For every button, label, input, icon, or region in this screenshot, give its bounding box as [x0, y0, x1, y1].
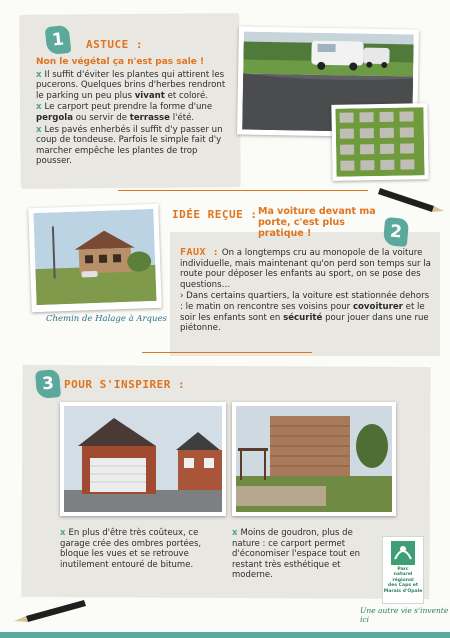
- section-1-text: [36, 57, 234, 168]
- tip-2-text-e: l'été.: [170, 112, 195, 123]
- right-caption-text: [232, 528, 382, 581]
- park-logo-text: [383, 567, 423, 594]
- garage-description: En plus d'être très coûteux, ce garage crée des ombres portées, bloque les vues et se retrouve inutilement entouré de bitume.: [60, 528, 202, 570]
- section-3-title: POUR S'INSPIRER :: [64, 378, 186, 391]
- left-caption-text: [60, 528, 226, 570]
- tip-1-bold: vivant: [134, 90, 165, 101]
- tip-3-text: Les pavés enherbés il suffit d'y passer un coup de tondeuse. Parfois le simple fait d'y marcher empêche les plantes de trop pousser.: [36, 124, 223, 167]
- photo-garage: [60, 402, 226, 516]
- logo-line-5: Marais d'Opale: [383, 588, 423, 594]
- grass-pavers-image: [335, 107, 424, 177]
- pencil-bottom-icon: [6, 596, 86, 624]
- logo-line-1: Parc: [397, 567, 409, 572]
- tip-2-text-a: Le carport peut prendre la forme d'une: [44, 102, 213, 113]
- footer-bar: [0, 632, 450, 638]
- section-2-number: 2: [383, 217, 409, 247]
- carport-description: Moins de goudron, plus de nature : ce carport permet d'économiser l'espace tout en restant très esthétique et moderne.: [232, 528, 361, 581]
- section-1-subtitle: Non le végétal ça n'est pas sale !: [36, 57, 205, 67]
- tip-1-text-c: et coloré.: [164, 90, 209, 101]
- section-2-p2-e: pour jouer dans une rue piétonne.: [180, 312, 429, 334]
- tip-2-text-c: ou servir de: [73, 112, 130, 123]
- photo-grass-pavers: [331, 103, 428, 181]
- chemin-de-halage-image: [33, 209, 156, 305]
- bullet-x-icon: x: [36, 124, 42, 135]
- section-2-bold-covoiturer: covoiturer: [352, 301, 403, 312]
- tip-2-bold-terrasse: terrasse: [129, 112, 170, 123]
- section-2-question: Ma voiture devant ma porte, c'est plus pratique !: [258, 206, 376, 239]
- section-2-p2-c: et le soir les enfants sont en: [180, 301, 425, 323]
- section-2-text: [180, 248, 434, 335]
- bullet-x-icon: x: [60, 528, 66, 538]
- tagline: Une autre vie s'invente ici: [360, 606, 449, 624]
- logo-line-4: des Caps et: [387, 583, 419, 589]
- photo-carport: [232, 402, 396, 516]
- section-1-title: ASTUCE :: [86, 38, 143, 51]
- divider-2: [142, 352, 312, 353]
- tip-2-bold-pergola: pergola: [36, 112, 74, 123]
- photo-chemin-de-halage: [28, 204, 162, 312]
- garage-image: [64, 406, 222, 512]
- section-2-p2-a: › Dans certains quartiers, la voiture est stationnée dehors : le matin on rencontre ses voisins pour: [180, 291, 430, 312]
- carport-image: [236, 406, 392, 512]
- park-logo: [382, 536, 424, 604]
- tip-1-text-a: Il suffit d'éviter les plantes qui attirent les pucerons. Quelques brins d'herbes rendront le parking un peu plus: [36, 69, 226, 101]
- divider-1: [118, 190, 368, 191]
- section-3-number: 3: [35, 369, 61, 399]
- photo-caption: Chemin de Halage à Arques: [46, 314, 167, 324]
- logo-line-2: naturel: [393, 572, 413, 578]
- bullet-x-icon: x: [232, 528, 238, 538]
- bullet-x-icon: x: [36, 69, 42, 80]
- faux-text: On a longtemps cru au monopole de la voiture individuelle, mais maintenant qu'on perd son temps sur la route pour déposer les enfants au sport, on se pose des questions…: [180, 248, 431, 290]
- pencil-icon: [376, 184, 446, 214]
- section-1-number: 1: [45, 25, 72, 55]
- park-logo-icon: [391, 541, 415, 565]
- section-2-bold-securite: sécurité: [283, 312, 323, 323]
- bullet-x-icon: x: [36, 102, 42, 113]
- logo-line-3: régional: [392, 577, 414, 583]
- section-2-title: IDÉE REÇUE :: [172, 208, 258, 221]
- faux-label: FAUX :: [180, 247, 220, 258]
